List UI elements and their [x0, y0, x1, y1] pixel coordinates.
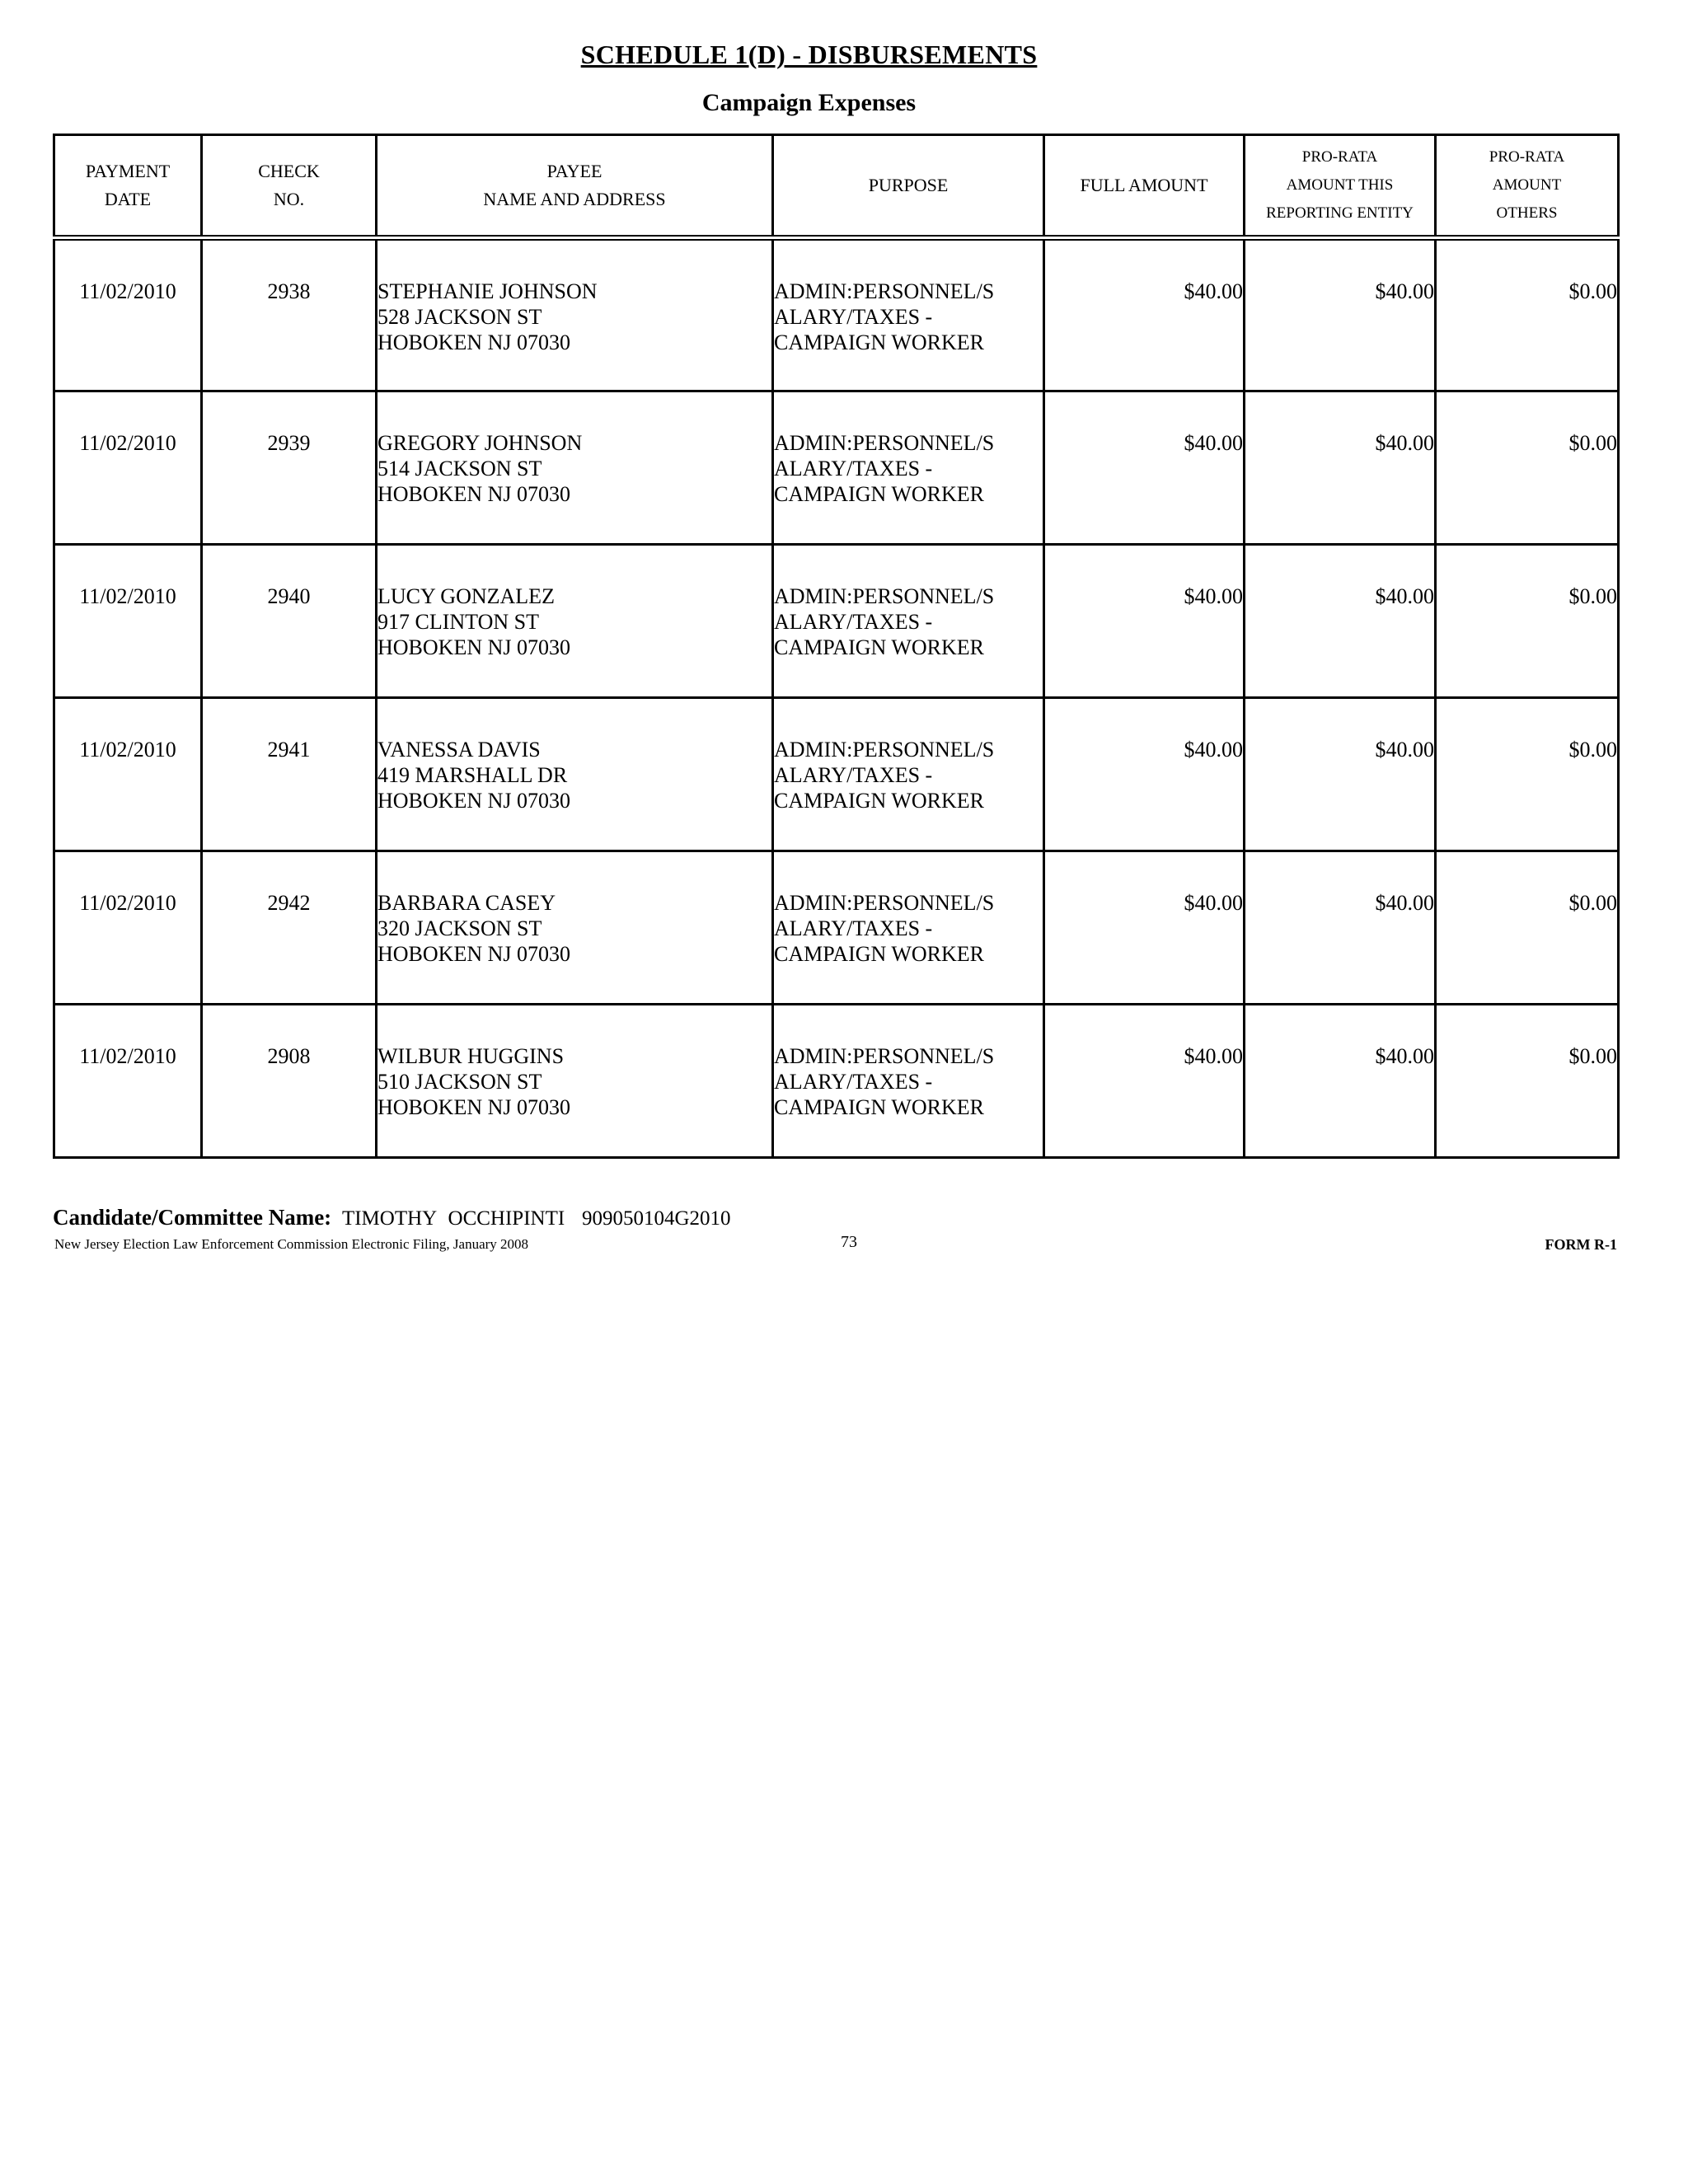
payee-cell	[377, 698, 773, 851]
header-payee	[377, 135, 773, 238]
pro-rata-others-cell: $0.00	[1436, 1005, 1619, 1158]
header-line: CHECK	[258, 161, 320, 181]
header-line: OTHERS	[1496, 204, 1558, 222]
header-line: AMOUNT THIS	[1286, 176, 1394, 194]
header-line: NAME AND ADDRESS	[483, 189, 666, 209]
header-pro-rata-others	[1436, 135, 1619, 238]
check-no-cell: 2939	[202, 391, 377, 545]
purpose-cell	[773, 851, 1044, 1005]
purpose-cell	[773, 391, 1044, 545]
pro-rata-this-cell: $40.00	[1245, 1005, 1436, 1158]
purpose-line: ALARY/TAXES -	[774, 763, 933, 787]
payee-name: WILBUR HUGGINS	[377, 1044, 565, 1068]
table-row	[54, 545, 1619, 698]
full-amount-cell: $40.00	[1044, 238, 1245, 391]
schedule-title: SCHEDULE 1(D) - DISBURSEMENTS	[580, 40, 1038, 69]
payment-date-cell: 11/02/2010	[54, 391, 202, 545]
purpose-cell	[773, 1005, 1044, 1158]
check-no-cell: 2942	[202, 851, 377, 1005]
payee-street: 419 MARSHALL DR	[377, 763, 568, 787]
pro-rata-this-cell: $40.00	[1245, 391, 1436, 545]
pro-rata-others-cell: $0.00	[1436, 698, 1619, 851]
header-payment-date	[54, 135, 202, 238]
pro-rata-this-cell: $40.00	[1245, 545, 1436, 698]
purpose-line: CAMPAIGN WORKER	[774, 635, 984, 659]
purpose-cell	[773, 698, 1044, 851]
pro-rata-others-cell: $0.00	[1436, 851, 1619, 1005]
header-pro-rata-this	[1245, 135, 1436, 238]
purpose-line: CAMPAIGN WORKER	[774, 330, 984, 354]
payee-city: HOBOKEN NJ 07030	[377, 1095, 570, 1119]
table-row	[54, 391, 1619, 545]
disbursements-table	[53, 134, 1620, 1159]
payment-date-cell: 11/02/2010	[54, 1005, 202, 1158]
page-number: 73	[841, 1233, 857, 1251]
payee-cell	[377, 391, 773, 545]
purpose-line: ALARY/TAXES -	[774, 916, 933, 940]
purpose-line: ADMIN:PERSONNEL/S	[774, 1044, 995, 1068]
table-row	[54, 851, 1619, 1005]
committee-name-line	[53, 1205, 731, 1230]
check-no-cell: 2938	[202, 238, 377, 391]
purpose-line: ADMIN:PERSONNEL/S	[774, 891, 995, 915]
purpose-line: CAMPAIGN WORKER	[774, 789, 984, 813]
table-row	[54, 238, 1619, 391]
committee-name-value: TIMOTHY OCCHIPINTI	[341, 1207, 565, 1230]
pro-rata-this-cell: $40.00	[1245, 238, 1436, 391]
header-line: REPORTING ENTITY	[1266, 204, 1414, 222]
schedule-subtitle: Campaign Expenses	[701, 89, 917, 116]
purpose-line: CAMPAIGN WORKER	[774, 482, 984, 506]
header-line: PAYMENT	[85, 161, 171, 181]
payee-cell	[377, 238, 773, 391]
pro-rata-this-cell: $40.00	[1245, 851, 1436, 1005]
payment-date-cell: 11/02/2010	[54, 698, 202, 851]
header-full-amount: FULL AMOUNT	[1044, 135, 1245, 238]
payment-date-cell: 11/02/2010	[54, 238, 202, 391]
payee-name: BARBARA CASEY	[377, 891, 556, 915]
pro-rata-others-cell: $0.00	[1436, 391, 1619, 545]
header-line: PRO-RATA	[1489, 148, 1565, 166]
full-amount-cell: $40.00	[1044, 1005, 1245, 1158]
pro-rata-others-cell: $0.00	[1436, 238, 1619, 391]
check-no-cell: 2940	[202, 545, 377, 698]
committee-id-value: 909050104G2010	[581, 1207, 731, 1230]
payee-street: 320 JACKSON ST	[377, 916, 542, 940]
payee-street: 514 JACKSON ST	[377, 457, 542, 480]
purpose-cell	[773, 545, 1044, 698]
full-amount-cell: $40.00	[1044, 698, 1245, 851]
table-row	[54, 698, 1619, 851]
payment-date-cell: 11/02/2010	[54, 851, 202, 1005]
purpose-line: ADMIN:PERSONNEL/S	[774, 431, 995, 455]
purpose-line: ADMIN:PERSONNEL/S	[774, 584, 995, 608]
check-no-cell: 2941	[202, 698, 377, 851]
header-line: AMOUNT	[1492, 176, 1562, 194]
full-amount-cell: $40.00	[1044, 545, 1245, 698]
payee-street: 917 CLINTON ST	[377, 610, 539, 634]
payee-city: HOBOKEN NJ 07030	[377, 942, 570, 966]
payee-city: HOBOKEN NJ 07030	[377, 482, 570, 506]
check-no-cell: 2908	[202, 1005, 377, 1158]
header-line: NO.	[273, 189, 305, 209]
purpose-cell	[773, 238, 1044, 391]
header-line: PAYEE	[546, 161, 603, 181]
payment-date-cell: 11/02/2010	[54, 545, 202, 698]
purpose-line: CAMPAIGN WORKER	[774, 942, 984, 966]
full-amount-cell: $40.00	[1044, 391, 1245, 545]
purpose-line: ALARY/TAXES -	[774, 610, 933, 634]
pro-rata-this-cell: $40.00	[1245, 698, 1436, 851]
form-id: FORM R-1	[1545, 1236, 1617, 1253]
payee-name: LUCY GONZALEZ	[377, 584, 555, 608]
header-line: DATE	[104, 189, 152, 209]
purpose-line: ADMIN:PERSONNEL/S	[774, 738, 995, 762]
payee-name: STEPHANIE JOHNSON	[377, 279, 598, 303]
table-row	[54, 1005, 1619, 1158]
payee-city: HOBOKEN NJ 07030	[377, 635, 570, 659]
header-line: PRO-RATA	[1301, 148, 1378, 166]
header-check-no	[202, 135, 377, 238]
disbursements-table-wrap	[53, 134, 1617, 1159]
payee-city: HOBOKEN NJ 07030	[377, 330, 570, 354]
payee-name: VANESSA DAVIS	[377, 738, 541, 762]
commission-note: New Jersey Election Law Enforcement Commission Electronic Filing, January 2008	[54, 1236, 529, 1252]
payee-street: 528 JACKSON ST	[377, 305, 542, 329]
purpose-line: ADMIN:PERSONNEL/S	[774, 279, 995, 303]
committee-name-label: Candidate/Committee Name:	[53, 1205, 332, 1230]
payee-cell	[377, 851, 773, 1005]
purpose-line: ALARY/TAXES -	[774, 457, 933, 480]
table-header-row	[54, 135, 1619, 238]
payee-street: 510 JACKSON ST	[377, 1070, 542, 1094]
full-amount-cell: $40.00	[1044, 851, 1245, 1005]
payee-name: GREGORY JOHNSON	[377, 431, 583, 455]
payee-city: HOBOKEN NJ 07030	[377, 789, 570, 813]
payee-cell	[377, 1005, 773, 1158]
purpose-line: ALARY/TAXES -	[774, 305, 933, 329]
payee-cell	[377, 545, 773, 698]
purpose-line: ALARY/TAXES -	[774, 1070, 933, 1094]
purpose-line: CAMPAIGN WORKER	[774, 1095, 984, 1119]
pro-rata-others-cell: $0.00	[1436, 545, 1619, 698]
header-purpose: PURPOSE	[773, 135, 1044, 238]
